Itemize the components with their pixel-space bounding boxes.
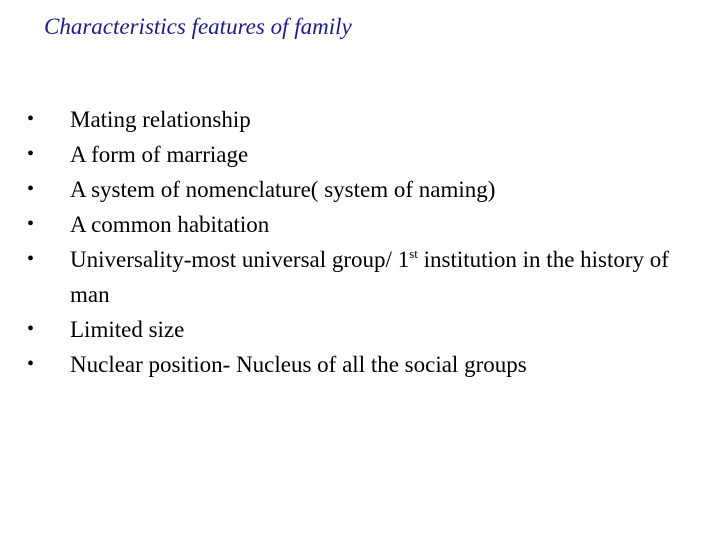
- list-item-text: A system of nomenclature( system of naming): [70, 177, 496, 202]
- bullet-dot-icon: •: [27, 143, 35, 165]
- bullet-dot-icon: •: [27, 178, 35, 200]
- bullet-dot-icon: •: [27, 353, 35, 375]
- list-item-text: [70, 242, 682, 312]
- list-item-text: Mating relationship: [70, 107, 251, 132]
- list-item: [22, 172, 682, 207]
- list-item-text: A form of marriage: [70, 142, 249, 167]
- bullet-dot-icon: •: [27, 318, 35, 340]
- list-item-text: A common habitation: [70, 212, 270, 237]
- bullet-list: [22, 102, 682, 382]
- bullet-dot-icon: •: [27, 248, 35, 270]
- list-item-text: Limited size: [70, 317, 185, 342]
- list-item: [22, 207, 682, 242]
- list-item: [22, 137, 682, 172]
- ordinal-suffix: st: [409, 246, 418, 261]
- slide-title: Characteristics features of family: [44, 14, 352, 39]
- list-item-text-tail: institution in the history of man: [70, 247, 669, 307]
- list-item-text-main: Universality-most universal group/ 1: [70, 247, 410, 272]
- list-item: [22, 102, 682, 137]
- list-item: [22, 347, 682, 382]
- list-item: [22, 312, 682, 347]
- bullet-dot-icon: •: [27, 213, 35, 235]
- bullet-dot-icon: •: [27, 108, 35, 130]
- list-item-text: Nuclear position- Nucleus of all the social groups: [70, 352, 527, 377]
- list-item: [22, 242, 682, 312]
